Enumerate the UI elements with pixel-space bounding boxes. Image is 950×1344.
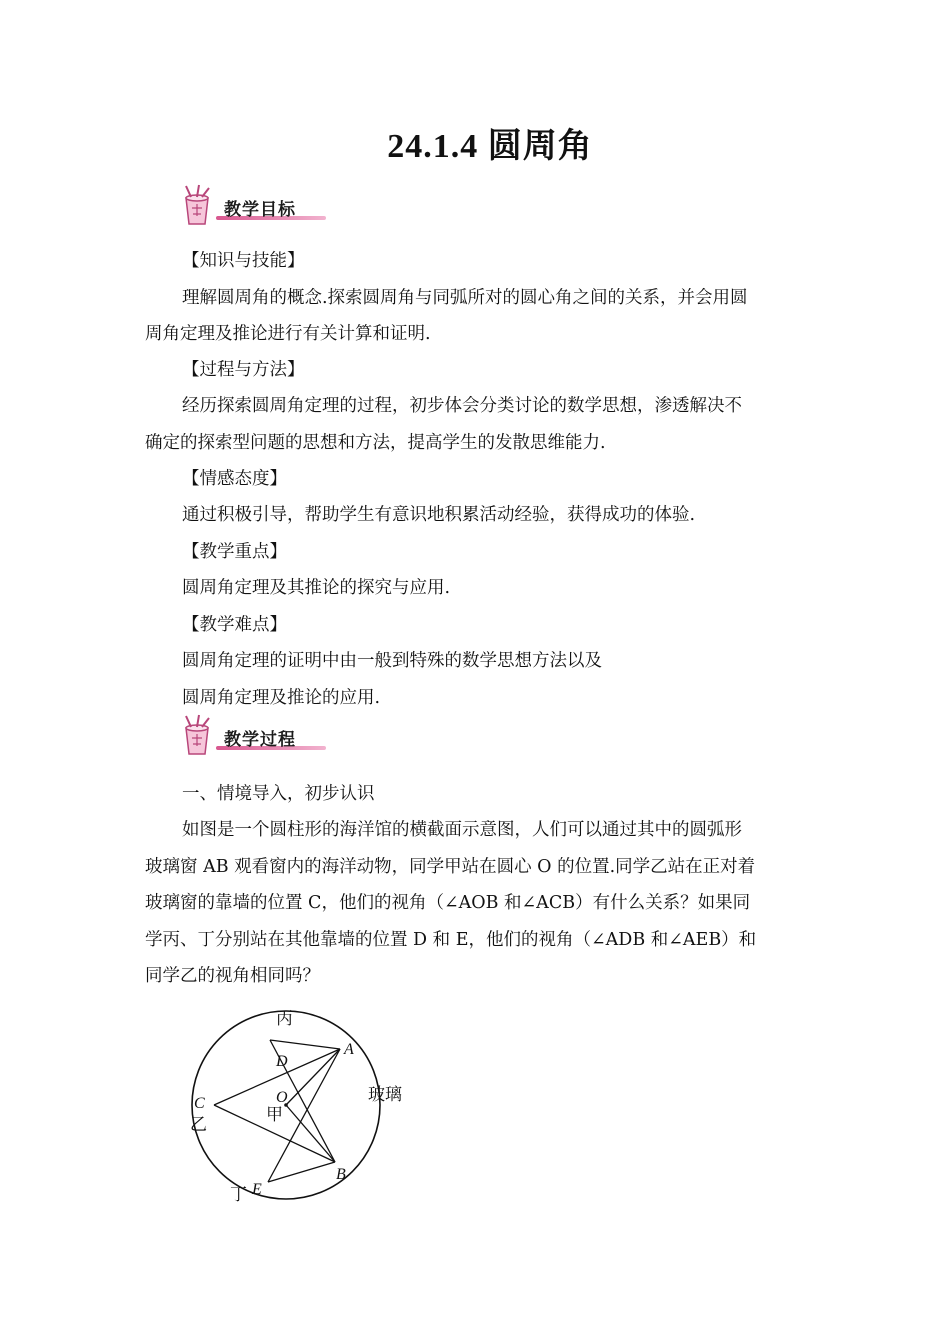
label-O: O xyxy=(276,1089,288,1106)
circle-angle-figure xyxy=(180,1002,420,1212)
page-title: 24.1.4 圆周角 xyxy=(387,128,593,165)
label-C: C xyxy=(194,1095,205,1112)
pen-holder-icon xyxy=(178,714,224,760)
difficult-point-heading: 【教学难点】 xyxy=(182,615,287,635)
scenario-text-2: 玻璃窗 AB 观看窗内的海洋动物，同学甲站在圆心 O 的位置.同学乙站在正对着 xyxy=(145,857,756,877)
key-point-heading: 【教学重点】 xyxy=(182,542,287,562)
scenario-text-3: 玻璃窗的靠墙的位置 C，他们的视角（∠AOB 和∠ACB）有什么关系？如果同 xyxy=(145,893,751,913)
key-point-text: 圆周角定理及其推论的探究与应用. xyxy=(182,578,451,598)
knowledge-text-1: 理解圆周角的概念.探索圆周角与同弧所对的圆心角之间的关系，并会用圆 xyxy=(182,288,748,308)
pen-holder-icon xyxy=(178,184,224,230)
process-method-heading: 【过程与方法】 xyxy=(182,360,305,380)
label-B: B xyxy=(336,1166,346,1183)
badge-label: 教学过程 xyxy=(224,730,296,750)
label-glass: 玻璃 xyxy=(368,1085,402,1105)
label-bing: 丙 xyxy=(276,1009,293,1029)
chord-DA xyxy=(270,1040,340,1049)
process-method-text-1: 经历探索圆周角定理的过程，初步体会分类讨论的数学思想，渗透解决不 xyxy=(182,396,742,416)
label-ding: 丁 xyxy=(230,1185,247,1205)
badge-label: 教学目标 xyxy=(224,200,296,220)
scenario-text-4: 学丙、丁分别站在其他靠墙的位置 D 和 E，他们的视角（∠ADB 和∠AEB）和 xyxy=(145,930,757,950)
radius-OB xyxy=(286,1105,335,1162)
label-yi: 乙 xyxy=(190,1115,207,1135)
section-badge-objectives xyxy=(178,184,328,230)
difficult-point-text-1: 圆周角定理的证明中由一般到特殊的数学思想方法以及 xyxy=(182,651,602,671)
emotion-heading: 【情感态度】 xyxy=(182,469,287,489)
step1-heading: 一、情境导入，初步认识 xyxy=(182,784,375,804)
difficult-point-text-2: 圆周角定理及推论的应用. xyxy=(182,688,381,708)
scenario-text-1: 如图是一个圆柱形的海洋馆的横截面示意图，人们可以通过其中的圆弧形 xyxy=(182,820,742,840)
scenario-text-5: 同学乙的视角相同吗？ xyxy=(145,966,320,986)
section-badge-process xyxy=(178,714,328,760)
radius-OA xyxy=(286,1049,340,1105)
knowledge-text-2: 周角定理及推论进行有关计算和证明. xyxy=(145,324,431,344)
label-D: D xyxy=(276,1053,288,1070)
chord-EB xyxy=(268,1162,335,1182)
process-method-text-2: 确定的探索型问题的思想和方法，提高学生的发散思维能力. xyxy=(145,433,606,453)
emotion-text-1: 通过积极引导，帮助学生有意识地积累活动经验，获得成功的体验. xyxy=(182,505,696,525)
label-jia: 甲 xyxy=(266,1105,283,1125)
label-E: E xyxy=(252,1181,262,1198)
knowledge-heading: 【知识与技能】 xyxy=(182,251,305,271)
label-A: A xyxy=(344,1041,354,1058)
